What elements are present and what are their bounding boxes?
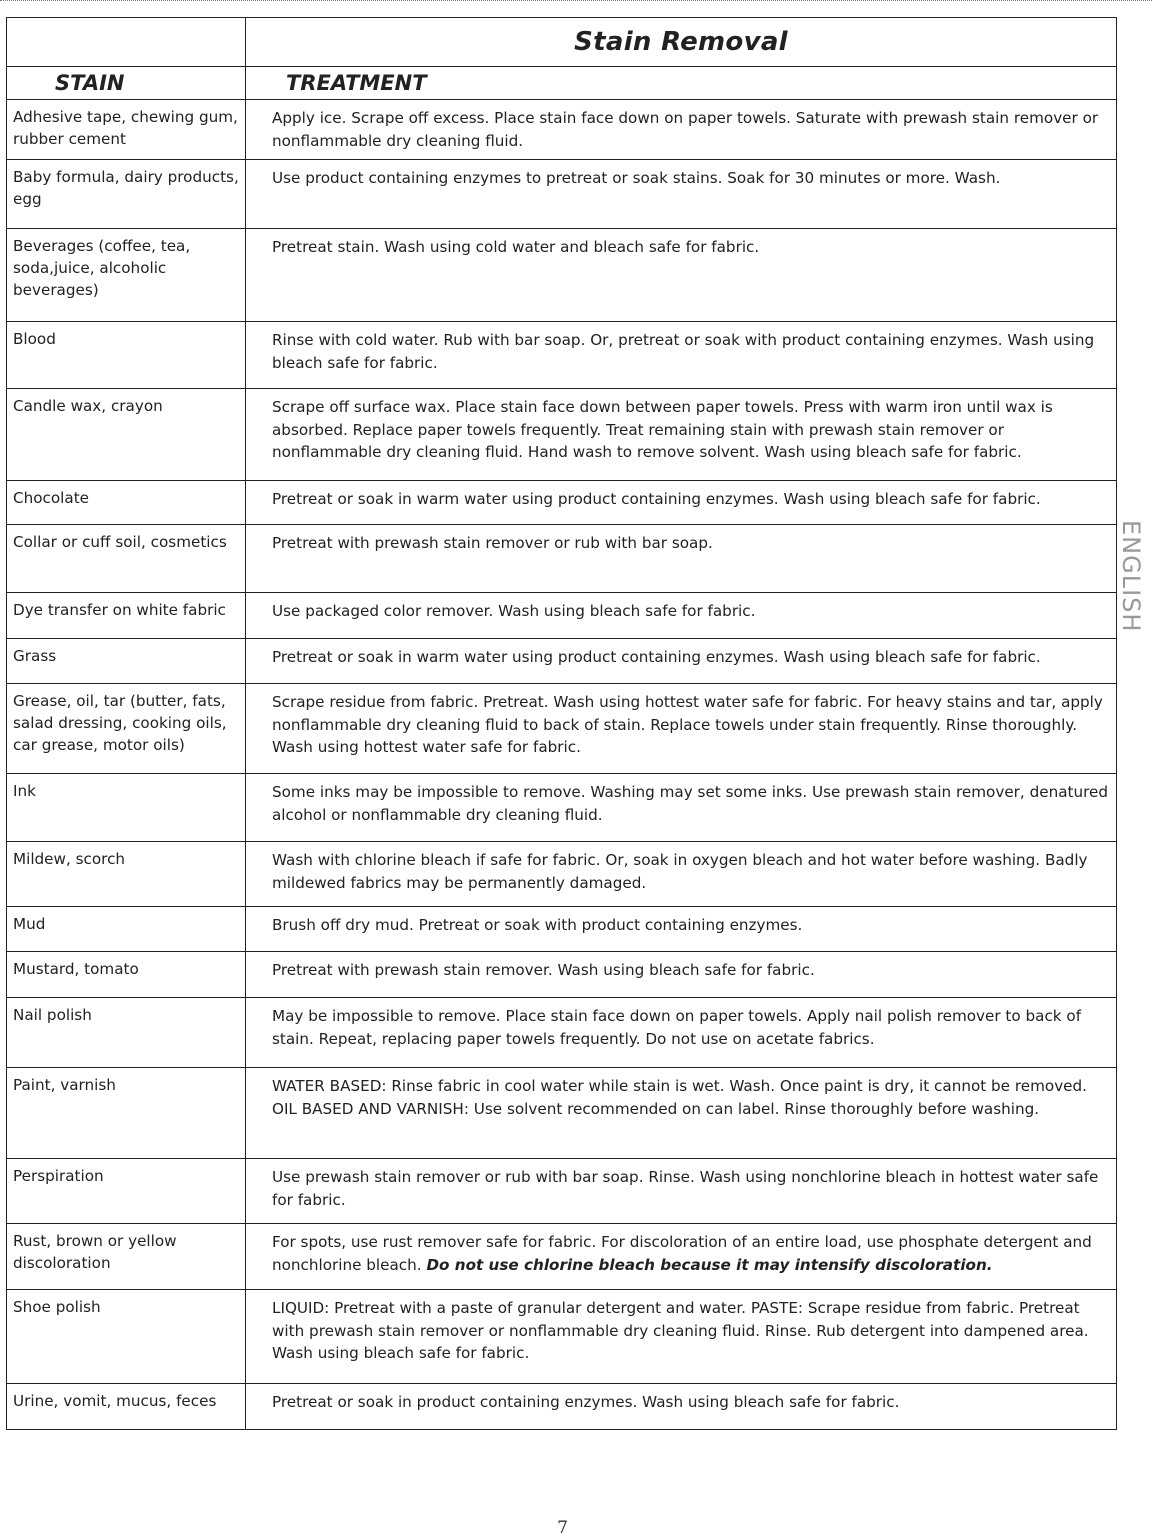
table-row xyxy=(7,774,1117,842)
treatment-cell: Brush off dry mud. Pretreat or soak with product containing enzymes. xyxy=(246,907,1117,952)
treatment-cell: Rinse with cold water. Rub with bar soap. Or, pretreat or soak with product containing enzymes. Wash using bleach safe for fabric. xyxy=(246,322,1117,389)
treatment-cell: Scrape off surface wax. Place stain face down between paper towels. Press with warm iron until wax is absorbed. Replace paper towels frequently. Treat remaining stain with prewash stain remover or nonflammable dry cleaning fluid. Hand wash to remove solvent. Wash using bleach safe for fabric. xyxy=(246,389,1117,481)
treatment-cell: Wash with chlorine bleach if safe for fabric. Or, soak in oxygen bleach and hot water before washing. Badly mildewed fabrics may be permanently damaged. xyxy=(246,842,1117,907)
treatment-cell xyxy=(246,1224,1117,1290)
table-row xyxy=(7,1068,1117,1159)
treatment-cell: May be impossible to remove. Place stain face down on paper towels. Apply nail polish remover to back of stain. Repeat, replacing paper towels frequently. Do not use on acetate fabrics. xyxy=(246,998,1117,1068)
treatment-cell: Use prewash stain remover or rub with bar soap. Rinse. Wash using nonchlorine bleach in hottest water safe for fabric. xyxy=(246,1159,1117,1224)
language-side-tab: ENGLISH xyxy=(1117,519,1145,633)
page-number: 7 xyxy=(557,1518,568,1538)
stain-cell: Urine, vomit, mucus, feces xyxy=(7,1384,246,1430)
table-row xyxy=(7,229,1117,322)
stain-cell: Grass xyxy=(7,639,246,684)
stain-cell: Baby formula, dairy products, egg xyxy=(7,160,246,229)
table-row xyxy=(7,907,1117,952)
table-row xyxy=(7,593,1117,639)
stain-cell: Candle wax, crayon xyxy=(7,389,246,481)
treatment-cell: Pretreat or soak in warm water using product containing enzymes. Wash using bleach safe for fabric. xyxy=(246,639,1117,684)
table-row xyxy=(7,1224,1117,1290)
stain-cell: Rust, brown or yellow discoloration xyxy=(7,1224,246,1290)
stain-cell: Grease, oil, tar (butter, fats, salad dressing, cooking oils, car grease, motor oils) xyxy=(7,684,246,774)
treatment-cell: WATER BASED: Rinse fabric in cool water while stain is wet. Wash. Once paint is dry, it cannot be removed. OIL BASED AND VARNISH: Use solvent recommended on can label. Rinse thoroughly before washing. xyxy=(246,1068,1117,1159)
header-row xyxy=(7,67,1117,100)
stain-cell: Beverages (coffee, tea, soda,juice, alcoholic beverages) xyxy=(7,229,246,322)
table-row xyxy=(7,998,1117,1068)
page-title: Stain Removal xyxy=(574,27,788,57)
table-row xyxy=(7,160,1117,229)
table-row xyxy=(7,952,1117,998)
treatment-cell: Some inks may be impossible to remove. Washing may set some inks. Use prewash stain remover, denatured alcohol or nonflammable dry cleaning fluid. xyxy=(246,774,1117,842)
stain-cell: Perspiration xyxy=(7,1159,246,1224)
treatment-cell: LIQUID: Pretreat with a paste of granular detergent and water. PASTE: Scrape residue from fabric. Pretreat with prewash stain remover or nonflammable dry cleaning fluid. Rinse. Rub detergent into dampened area. Wash using bleach safe for fabric. xyxy=(246,1290,1117,1384)
stain-cell: Mustard, tomato xyxy=(7,952,246,998)
table-row xyxy=(7,1159,1117,1224)
table-row xyxy=(7,639,1117,684)
stain-cell: Adhesive tape, chewing gum, rubber cement xyxy=(7,100,246,160)
stain-cell: Collar or cuff soil, cosmetics xyxy=(7,525,246,593)
top-border-line xyxy=(0,0,1152,3)
treatment-text: For spots, use rust remover safe for fabric. For discoloration of an entire load, use phosphate detergent and nonchlorine bleach. xyxy=(272,1233,1092,1274)
stain-cell: Mud xyxy=(7,907,246,952)
treatment-cell: Apply ice. Scrape off excess. Place stain face down on paper towels. Saturate with prewash stain remover or nonflammable dry cleaning fluid. xyxy=(246,100,1117,160)
title-row xyxy=(7,18,1117,67)
treatment-cell: Pretreat with prewash stain remover or rub with bar soap. xyxy=(246,525,1117,593)
table-row xyxy=(7,389,1117,481)
title-cell xyxy=(246,18,1117,67)
stain-removal-table xyxy=(6,17,1117,1430)
table-row xyxy=(7,1384,1117,1430)
stain-cell: Shoe polish xyxy=(7,1290,246,1384)
column-header-treatment: TREATMENT xyxy=(246,67,1117,100)
table-row xyxy=(7,684,1117,774)
stain-cell: Paint, varnish xyxy=(7,1068,246,1159)
stain-cell: Dye transfer on white fabric xyxy=(7,593,246,639)
table-row xyxy=(7,525,1117,593)
column-header-stain: STAIN xyxy=(7,67,246,100)
table-row xyxy=(7,322,1117,389)
treatment-cell: Pretreat or soak in warm water using product containing enzymes. Wash using bleach safe for fabric. xyxy=(246,481,1117,525)
treatment-cell: Pretreat or soak in product containing enzymes. Wash using bleach safe for fabric. xyxy=(246,1384,1117,1430)
table-row xyxy=(7,100,1117,160)
treatment-cell: Pretreat stain. Wash using cold water and bleach safe for fabric. xyxy=(246,229,1117,322)
treatment-cell: Use product containing enzymes to pretreat or soak stains. Soak for 30 minutes or more. Wash. xyxy=(246,160,1117,229)
stain-cell: Mildew, scorch xyxy=(7,842,246,907)
treatment-cell: Use packaged color remover. Wash using bleach safe for fabric. xyxy=(246,593,1117,639)
table-row xyxy=(7,1290,1117,1384)
treatment-cell: Scrape residue from fabric. Pretreat. Wash using hottest water safe for fabric. For heavy stains and tar, apply nonflammable dry cleaning fluid to back of stain. Replace towels under stain frequently. Rinse thoroughly. Wash using hottest water safe for fabric. xyxy=(246,684,1117,774)
stain-cell: Ink xyxy=(7,774,246,842)
stain-cell: Blood xyxy=(7,322,246,389)
stain-cell: Nail polish xyxy=(7,998,246,1068)
title-blank-cell xyxy=(7,18,246,67)
treatment-cell: Pretreat with prewash stain remover. Wash using bleach safe for fabric. xyxy=(246,952,1117,998)
stain-cell: Chocolate xyxy=(7,481,246,525)
table-row xyxy=(7,481,1117,525)
treatment-warning: Do not use chlorine bleach because it may intensify discoloration. xyxy=(426,1255,993,1274)
table-row xyxy=(7,842,1117,907)
